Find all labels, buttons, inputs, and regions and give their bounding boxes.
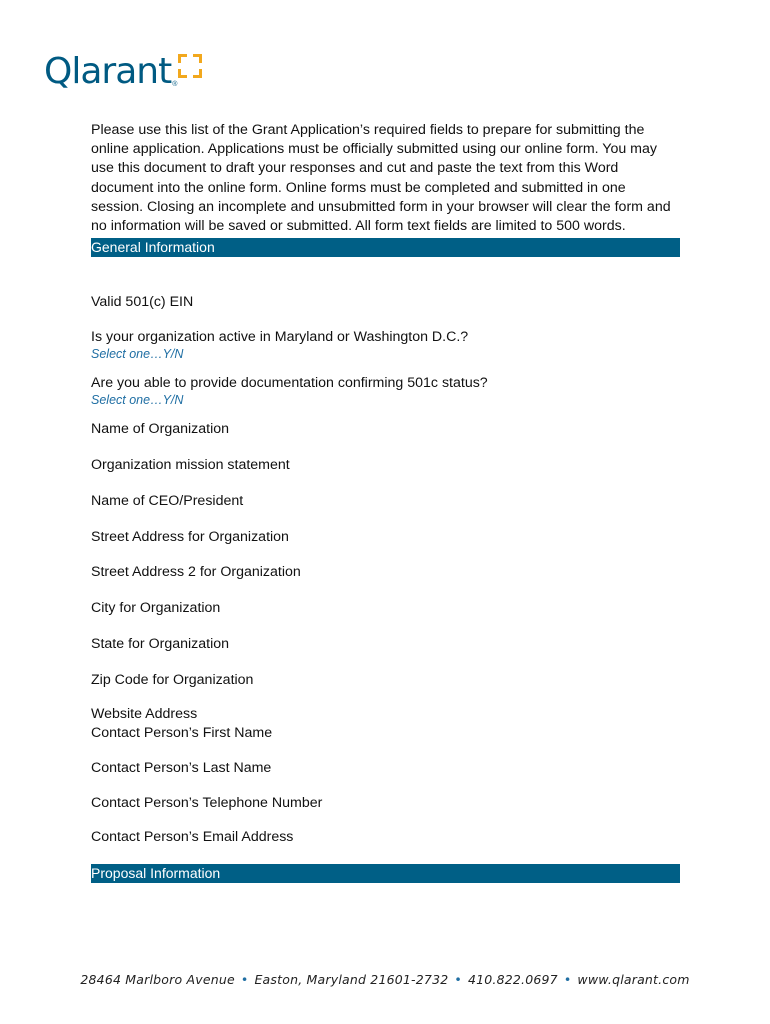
footer-phone: 410.822.0697	[467, 972, 558, 987]
footer-city: Easton, Maryland 21601-2732	[254, 972, 449, 987]
field-mission: Organization mission statement	[91, 457, 290, 474]
field-city: City for Organization	[91, 600, 221, 617]
field-contact-phone: Contact Person’s Telephone Number	[91, 795, 323, 812]
footer-address-line	[0, 972, 770, 987]
logo-wordmark: Qlarant	[44, 51, 172, 92]
field-website: Website Address	[91, 706, 198, 723]
section-proposal-information	[91, 864, 680, 883]
section-general-information	[91, 238, 680, 257]
field-documentation-question: Are you able to provide documentation confirming 501c status?	[91, 375, 488, 392]
field-active-question: Is your organization active in Maryland or Washington D.C.?	[91, 329, 469, 346]
footer-separator: •	[454, 972, 462, 987]
footer-street: 28464 Marlboro Avenue	[80, 972, 235, 987]
field-street-1: Street Address for Organization	[91, 529, 289, 546]
field-documentation-hint: Select one…Y/N	[91, 393, 184, 408]
footer-website: www.qlarant.com	[577, 972, 690, 987]
section-title: Proposal Information	[91, 865, 221, 882]
field-contact-first-name: Contact Person’s First Name	[91, 725, 273, 742]
footer-separator: •	[240, 972, 249, 987]
document-body	[91, 121, 681, 883]
field-ceo: Name of CEO/President	[91, 493, 244, 510]
field-active-hint: Select one…Y/N	[91, 347, 184, 362]
logo-registered-mark: ®	[172, 81, 178, 88]
footer-separator: •	[563, 972, 572, 987]
field-zip: Zip Code for Organization	[91, 672, 254, 689]
field-state: State for Organization	[91, 636, 230, 653]
field-contact-last-name: Contact Person’s Last Name	[91, 760, 272, 777]
field-ein: Valid 501(c) EIN	[91, 294, 194, 311]
qlarant-logo	[44, 52, 202, 92]
logo-bracket-icon	[178, 54, 202, 78]
field-contact-email: Contact Person’s Email Address	[91, 829, 294, 846]
field-street-2: Street Address 2 for Organization	[91, 564, 301, 581]
field-org-name: Name of Organization	[91, 421, 230, 438]
intro-paragraph: Please use this list of the Grant Application’s required fields to prepare for submitting the online application. Applications must be officially submitted using our online form. You may use this document to draft your responses and cut and paste the text from this Word document into the online form. Online forms must be completed and submitted in one session. Closing an incomplete and unsubmitted form in your browser will clear the form and no information will be saved or submitted. All form text fields are limited to 500 words.	[91, 122, 671, 235]
section-title: General Information	[91, 239, 215, 256]
